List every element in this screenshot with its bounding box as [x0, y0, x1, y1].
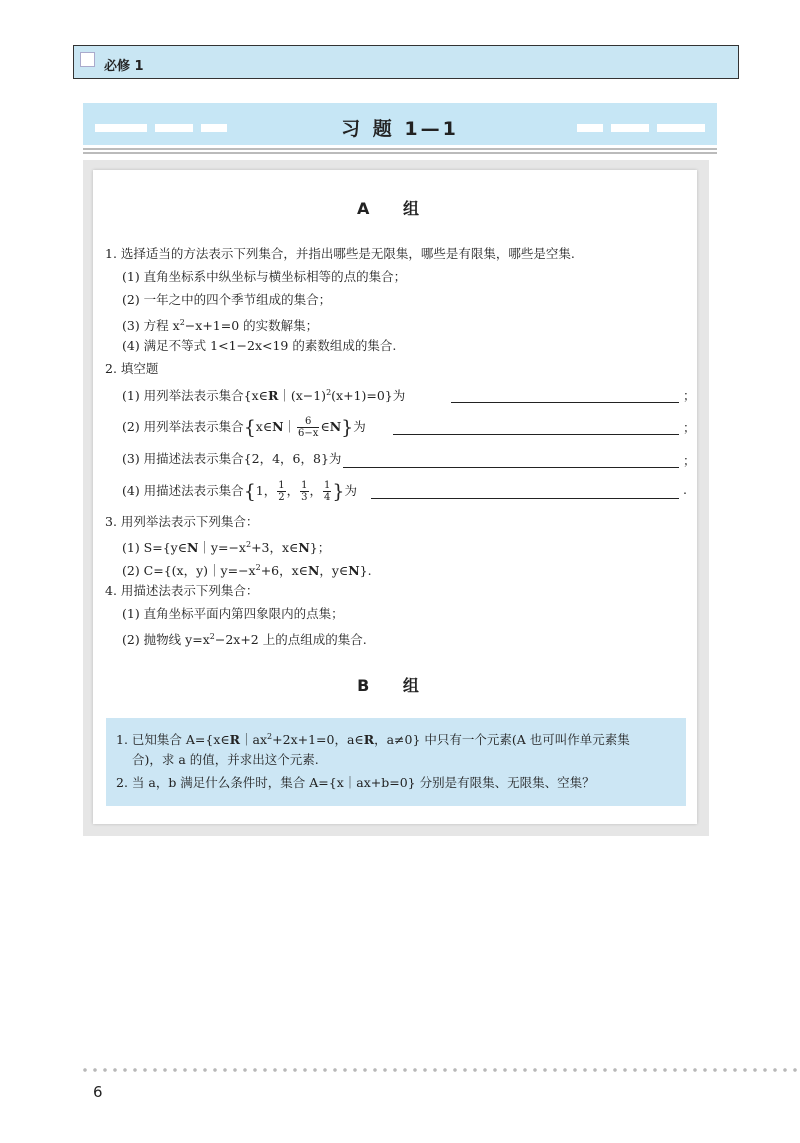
question-4-item-2: (2) 抛物线 $y=x^2-2x+2$ 上的点组成的集合.: [122, 632, 367, 648]
question-1-item-2: (2) 一年之中的四个季节组成的集合；: [122, 292, 332, 307]
chapter-label: 必修 1: [104, 59, 144, 74]
group-b-box: [106, 718, 686, 806]
question-2-item-3: (3) 用描述法表示集合{2，4，6，8}为: [122, 451, 342, 466]
question-2-item-2: (2) 用列举法表示集合{x∈N｜ $\frac{6}{6-x}$ ∈N}为: [122, 416, 366, 439]
b-question-2: 2. 当 a，b 满足什么条件时，集合 A={x｜ax+b=0} 分别是有限集、无限集、空集？: [116, 775, 595, 790]
question-2: 2. 填空题: [105, 361, 159, 376]
answer-blank-2-4[interactable]: [371, 498, 679, 499]
question-3-item-2: (2) C={(x，$y)|y=-x^2+6$，x∈N，y∈N}.: [122, 563, 372, 579]
question-1-item-3: (3) 方程 $x^2-x+1=0$ 的实数解集；: [122, 318, 319, 334]
title-underline-2: [83, 152, 717, 154]
exercise-title-band: [83, 103, 717, 145]
page-number: 6: [93, 1083, 103, 1101]
question-3-item-1: (1) $S=\{y\in N|y=-x^2+3$，x∈N}；: [122, 540, 331, 556]
decor-bar-right-2: [611, 124, 649, 132]
header-square-icon: [80, 52, 95, 67]
title-underline-1: [83, 148, 717, 150]
group-b-title: B 组: [357, 676, 433, 695]
answer-blank-2-1[interactable]: [451, 402, 679, 403]
b-question-1-line-2: 合)，求 a 的值，并求出这个元素.: [132, 752, 319, 767]
semicolon-2-3: ；: [683, 453, 696, 468]
question-1: 1. 选择适当的方法表示下列集合，并指出哪些是无限集，哪些是有限集，哪些是空集.: [105, 246, 575, 261]
question-1-item-1: (1) 直角坐标系中纵坐标与横坐标相等的点的集合；: [122, 269, 407, 284]
semicolon-2-1: ；: [683, 388, 696, 403]
footer-dotted-divider: [80, 1066, 800, 1074]
question-2-item-1: (1) 用列举法表示集合$\{x\in R|(x-1)^2(x+1)=0\}$为: [122, 388, 406, 404]
question-4-item-1: (1) 直角坐标平面内第四象限内的点集；: [122, 606, 344, 621]
b-question-1-line-1: 1. 已知集合 $A=\{x\in R|ax^2+2x+1=0$，a∈R，a≠0} 中只有一个元素(A 也可叫作单元素集: [116, 732, 630, 748]
decor-bar-right-1: [577, 124, 603, 132]
question-3: 3. 用列举法表示下列集合：: [105, 514, 259, 529]
question-2-item-4: (4) 用描述法表示集合{1， $\frac{1}{2}$ ， $\frac{1}{3}$ ， $\frac{1}{4}$ }为: [122, 480, 357, 503]
question-1-item-4: (4) 满足不等式 1<1−2x<19 的素数组成的集合.: [122, 338, 397, 353]
semicolon-2-2: ；: [683, 420, 696, 435]
decor-bar-right-3: [657, 124, 705, 132]
answer-blank-2-3[interactable]: [343, 467, 679, 468]
exercise-card: [93, 170, 697, 824]
answer-blank-2-2[interactable]: [393, 434, 679, 435]
period-2-4: .: [683, 482, 687, 497]
question-4: 4. 用描述法表示下列集合：: [105, 583, 259, 598]
chapter-header-bar: [73, 45, 739, 79]
exercise-title: 习 题 1—1: [341, 118, 459, 140]
group-a-title: A 组: [357, 199, 433, 218]
